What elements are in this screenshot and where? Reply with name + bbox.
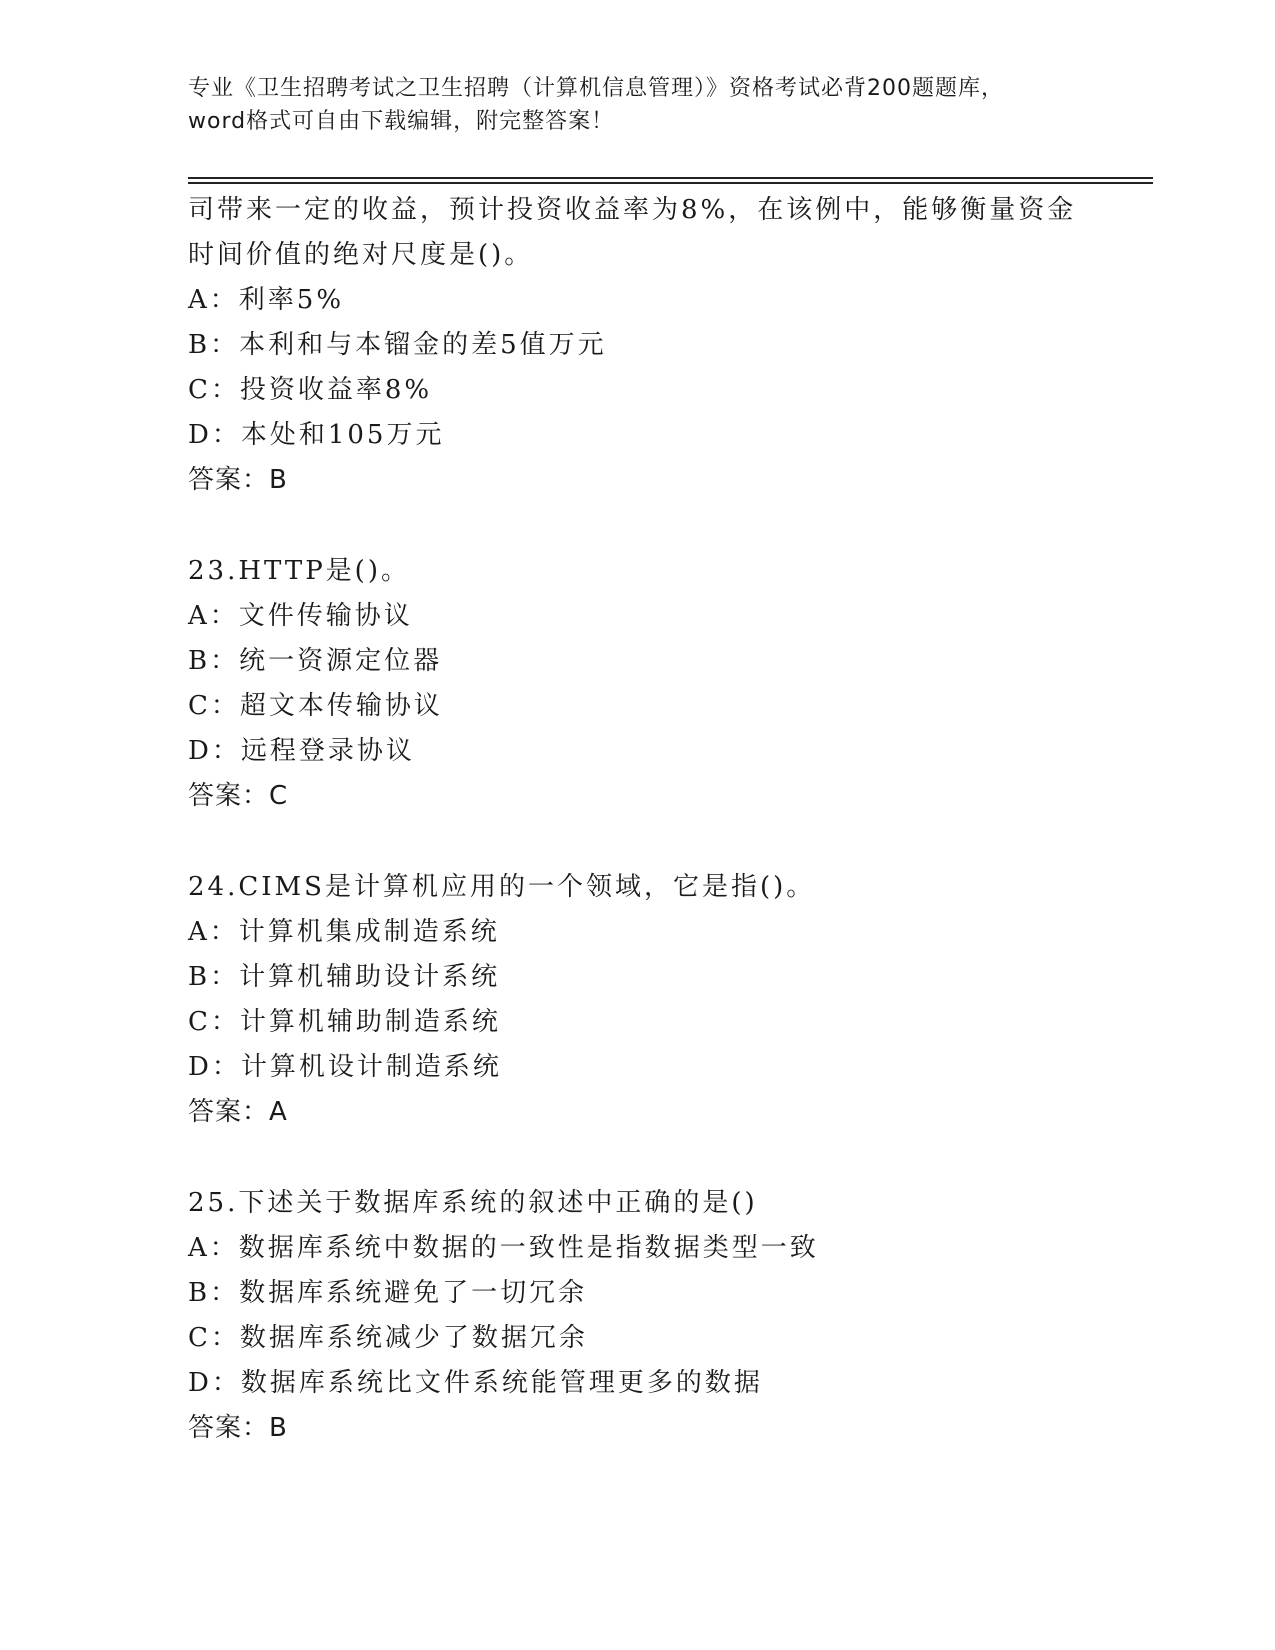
document-header bbox=[188, 72, 1088, 138]
header-line-1: 专业《卫生招聘考试之卫生招聘（计算机信息管理）》资格考试必背200题题库， bbox=[188, 76, 1004, 101]
option-c: C：计算机辅助制造系统 bbox=[188, 1007, 501, 1037]
option-d: D：远程登录协议 bbox=[188, 736, 415, 766]
option-b: B：本利和与本镏金的差5值万元 bbox=[188, 330, 607, 360]
option-d: D：本处和105万元 bbox=[188, 420, 445, 450]
answer: 答案：C bbox=[188, 781, 289, 811]
answer: 答案：B bbox=[188, 1413, 288, 1443]
option-d: D：数据库系统比文件系统能管理更多的数据 bbox=[188, 1368, 763, 1398]
question-23 bbox=[188, 549, 1118, 819]
option-a: A：文件传输协议 bbox=[188, 601, 413, 631]
question-text-line: 司带来一定的收益，预计投资收益率为8%，在该例中，能够衡量资金 bbox=[188, 195, 1077, 225]
question-title: 24.CIMS是计算机应用的一个领域，它是指()。 bbox=[188, 872, 816, 902]
option-c: C：数据库系统减少了数据冗余 bbox=[188, 1323, 588, 1353]
option-b: B：数据库系统避免了一切冗余 bbox=[188, 1278, 588, 1308]
question-title: 23.HTTP是()。 bbox=[188, 556, 410, 586]
answer: 答案：A bbox=[188, 1097, 288, 1127]
header-line-2: word格式可自由下载编辑，附完整答案！ bbox=[188, 109, 615, 134]
question-list bbox=[188, 188, 1118, 1451]
option-a: A：数据库系统中数据的一致性是指数据类型一致 bbox=[188, 1233, 819, 1263]
question-25 bbox=[188, 1181, 1118, 1451]
option-d: D：计算机设计制造系统 bbox=[188, 1052, 502, 1082]
option-c: C：超文本传输协议 bbox=[188, 691, 443, 721]
question-22-continued bbox=[188, 188, 1118, 503]
header-divider-top bbox=[188, 177, 1153, 179]
question-24 bbox=[188, 865, 1118, 1135]
header-divider-bottom bbox=[188, 182, 1153, 184]
option-b: B：计算机辅助设计系统 bbox=[188, 962, 501, 992]
question-text-line: 时间价值的绝对尺度是()。 bbox=[188, 240, 534, 270]
answer: 答案：B bbox=[188, 465, 288, 495]
question-title: 25.下述关于数据库系统的叙述中正确的是() bbox=[188, 1188, 758, 1218]
option-a: A：利率5% bbox=[188, 285, 345, 315]
option-c: C：投资收益率8% bbox=[188, 375, 433, 405]
option-b: B：统一资源定位器 bbox=[188, 646, 443, 676]
option-a: A：计算机集成制造系统 bbox=[188, 917, 500, 947]
